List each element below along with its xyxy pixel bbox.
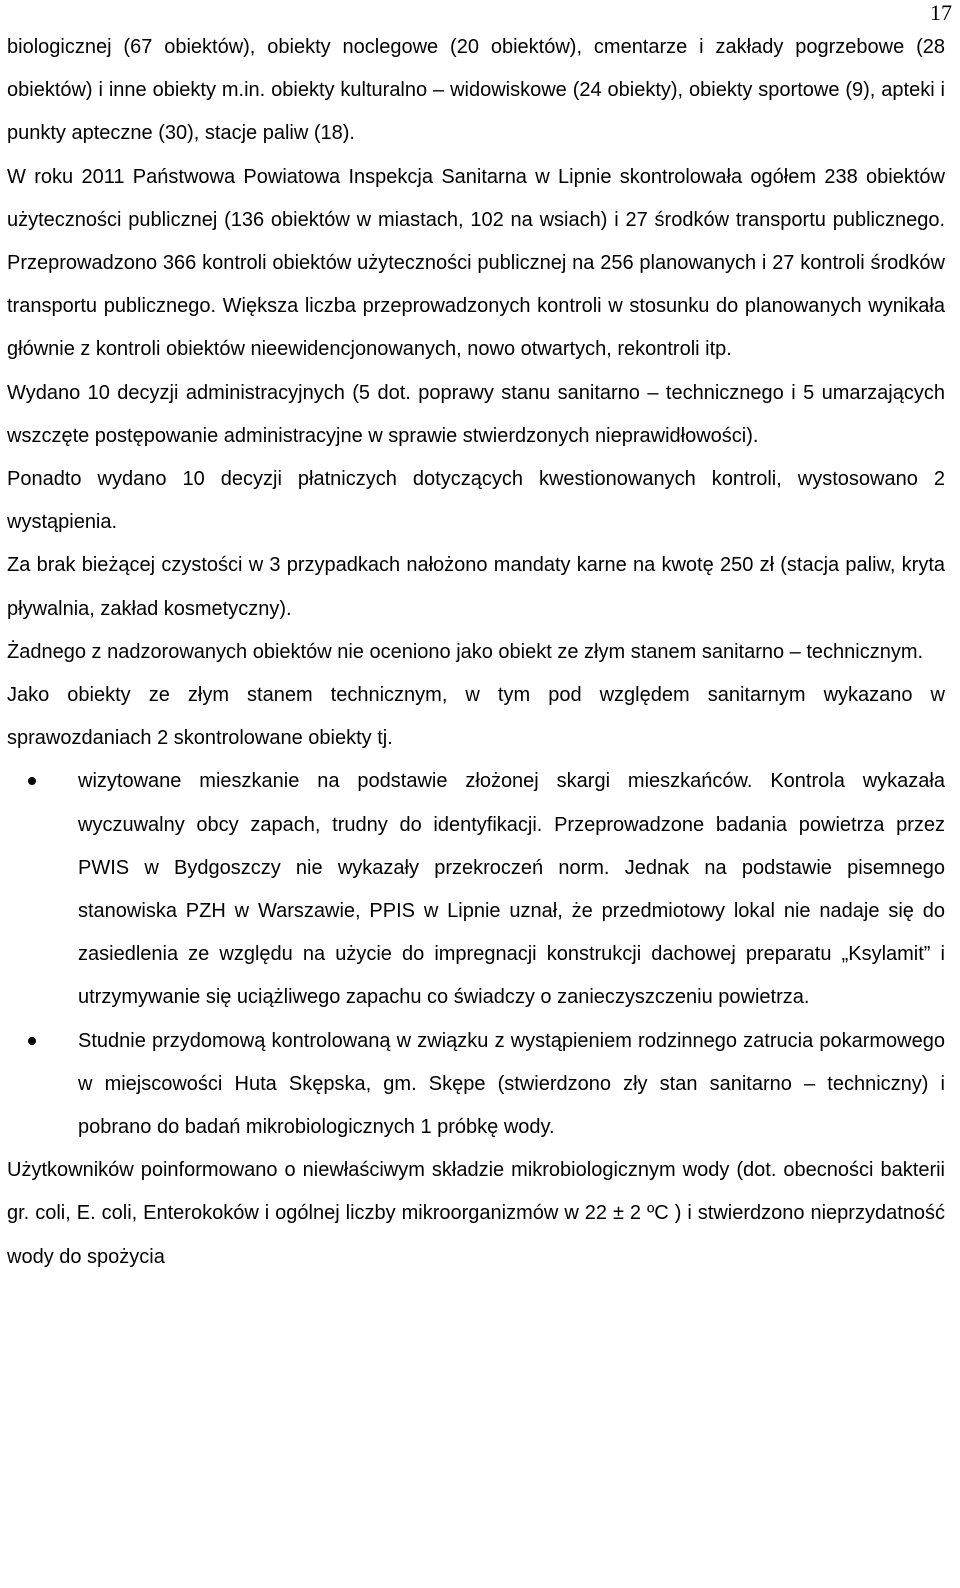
paragraph-inspections-2011: W roku 2011 Państwowa Powiatowa Inspekcja Sanitarna w Lipnie skontrolowała ogółem 238 obiektów użyteczności publicznej (136 obiektów w miastach, 102 na wsiach) i 27 środków transportu publicznego. Przeprowadzono 366 kontroli obiektów użyteczności publicznej na 256 planowanych i 27 kontroli środków transportu publicznego. Większa liczba przeprowadzonych kontroli w stosunku do planowanych wynikała głównie z kontroli obiektów nieewidencjonowanych, nowo otwartych, rekontroli itp. [7, 165, 945, 361]
paragraph-users-informed: Użytkowników poinformowano o niewłaściwym składzie mikrobiologicznym wody (dot. obecności bakterii gr. coli, E. coli, Enterokoków i ogólnej liczby mikroorganizmów w 22 ± 2 ºC ) i stwierdzono nieprzydatność wody do spożycia [7, 1159, 945, 1268]
page-number: 17 [930, 0, 952, 25]
list-item-text: Studnie przydomową kontrolowaną w związku z wystąpieniem rodzinnego zatrucia pokarmowego w miejscowości Huta Skępska, gm. Skępe (stwierdzono zły stan sanitarno – techniczny) i pobrano do badań mikrobiologicznych 1 próbkę wody. [78, 1029, 945, 1139]
document-body [7, 26, 945, 1279]
bullet-list [7, 760, 945, 1149]
list-item-text: wizytowane mieszkanie na podstawie złożonej skargi mieszkańców. Kontrola wykazała wyczuwalny obcy zapach, trudny do identyfikacji. Przeprowadzone badania powietrza przez PWIS w Bydgoszczy nie wykazały przekroczeń norm. Jednak na podstawie pisemnego stanowiska PZH w Warszawie, PPIS w Lipnie uznał, że przedmiotowy lokal nie nadaje się do zasiedlenia ze względu na użycie do impregnacji konstrukcji dachowej preparatu „Ksylamit” i utrzymywanie się uciążliwego zapachu co świadczy o zanieczyszczeniu powietrza. [78, 770, 945, 1009]
paragraph-payment-decisions: Ponadto wydano 10 decyzji płatniczych dotyczących kwestionowanych kontroli, wystosowano 2 wystąpienia. [7, 468, 945, 534]
paragraph-fines: Za brak bieżącej czystości w 3 przypadkach nałożono mandaty karne na kwotę 250 zł (stacja paliw, kryta pływalnia, zakład kosmetyczny). [7, 554, 945, 620]
bullet-icon [28, 777, 36, 785]
paragraph-no-bad-condition: Żadnego z nadzorowanych obiektów nie oceniono jako obiekt ze złym stanem sanitarno – technicznym. [7, 640, 924, 663]
list-item [7, 1020, 945, 1150]
bullet-icon [28, 1037, 36, 1045]
paragraph-administrative-decisions: Wydano 10 decyzji administracyjnych (5 dot. poprawy stanu sanitarno – technicznego i 5 umarzających wszczęte postępowanie administracyjne w sprawie stwierdzonych nieprawidłowości). [7, 381, 945, 447]
paragraph-bad-condition-objects: Jako obiekty ze złym stanem technicznym, w tym pod względem sanitarnym wykazano w sprawozdaniach 2 skontrolowane obiekty tj. [7, 684, 945, 750]
paragraph-facilities-list: biologicznej (67 obiektów), obiekty noclegowe (20 obiektów), cmentarze i zakłady pogrzebowe (28 obiektów) i inne obiekty m.in. obiekty kulturalno – widowiskowe (24 obiekty), obiekty sportowe (9), apteki i punkty apteczne (30), stacje paliw (18). [7, 36, 945, 145]
list-item [7, 760, 945, 1019]
